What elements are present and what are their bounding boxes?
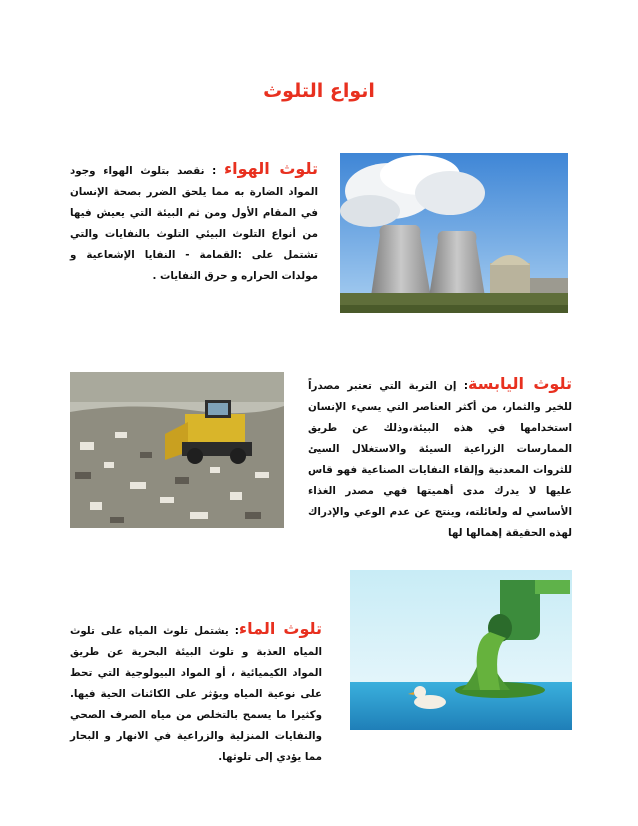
soil-pollution-body: إن التربة التي تعتبر مصدراً للخير والثمار، من أكثر العناصر التي يسيء الإنسان استخدامها في هذه البيئة،وذلك عن طريق الممارسات الزراعية السيئة والاستغلال السيئ للثروات المعدنية وإلقاء النفايات الصناعية فهو قاس عليها لا يدرك مدى أهميتها فهي مصدر الغذاء الأساسي له ولعائلته، وينتج عن عدم الوعي والإدراك لهذه الحقيقة إهمالها لها bbox=[308, 380, 572, 539]
landfill-photo bbox=[70, 372, 284, 528]
power-plant-cooling-towers-icon bbox=[340, 153, 568, 313]
heading-separator: : bbox=[456, 380, 468, 392]
heading-separator: : bbox=[228, 625, 239, 637]
page-title: انواع التلوث bbox=[263, 80, 375, 102]
landfill-bulldozer-icon bbox=[70, 372, 284, 528]
water-pollution-body: يشتمل تلوث المياه على تلوث المياه العذبة و تلوث البيئة البحرية عن طريق المواد الكيميائية ، أو المواد البيولوجية التي تحط على نوعية المياه ويؤثر على الكائنات الحية فيها. وكثيرا ما يسمح بالتخلص من مياه الصرف الصحي والنفايات المنزلية والزراعية في الانهار و البحار مما يؤدي إلى تلوثها. bbox=[70, 625, 322, 763]
power-plant-photo bbox=[340, 153, 568, 313]
water-pollution-image bbox=[350, 570, 572, 730]
water-pollution-heading: تلوث الماء bbox=[238, 619, 323, 638]
polluted-water-pipe-icon bbox=[350, 570, 572, 730]
soil-pollution-text bbox=[308, 373, 572, 544]
heading-separator: : bbox=[204, 165, 224, 177]
air-pollution-text bbox=[70, 158, 318, 287]
air-pollution-body: نقصد بتلوث الهواء وجود المواد الضارة به مما يلحق الضرر بصحة الإنسان في المقام الأول ومن ثم البيئة التي يعيش فيها من أنواع التلوث البيئي التلوث بالنفايات والتي تشتمل على :القمامة - النفايا الإشعاعية و مولدات الحراره و حرق النفايات . bbox=[70, 165, 318, 282]
water-pollution-text bbox=[70, 618, 322, 768]
soil-pollution-heading: تلوث اليابسة bbox=[467, 374, 572, 393]
air-pollution-heading: تلوث الهواء bbox=[223, 159, 318, 178]
